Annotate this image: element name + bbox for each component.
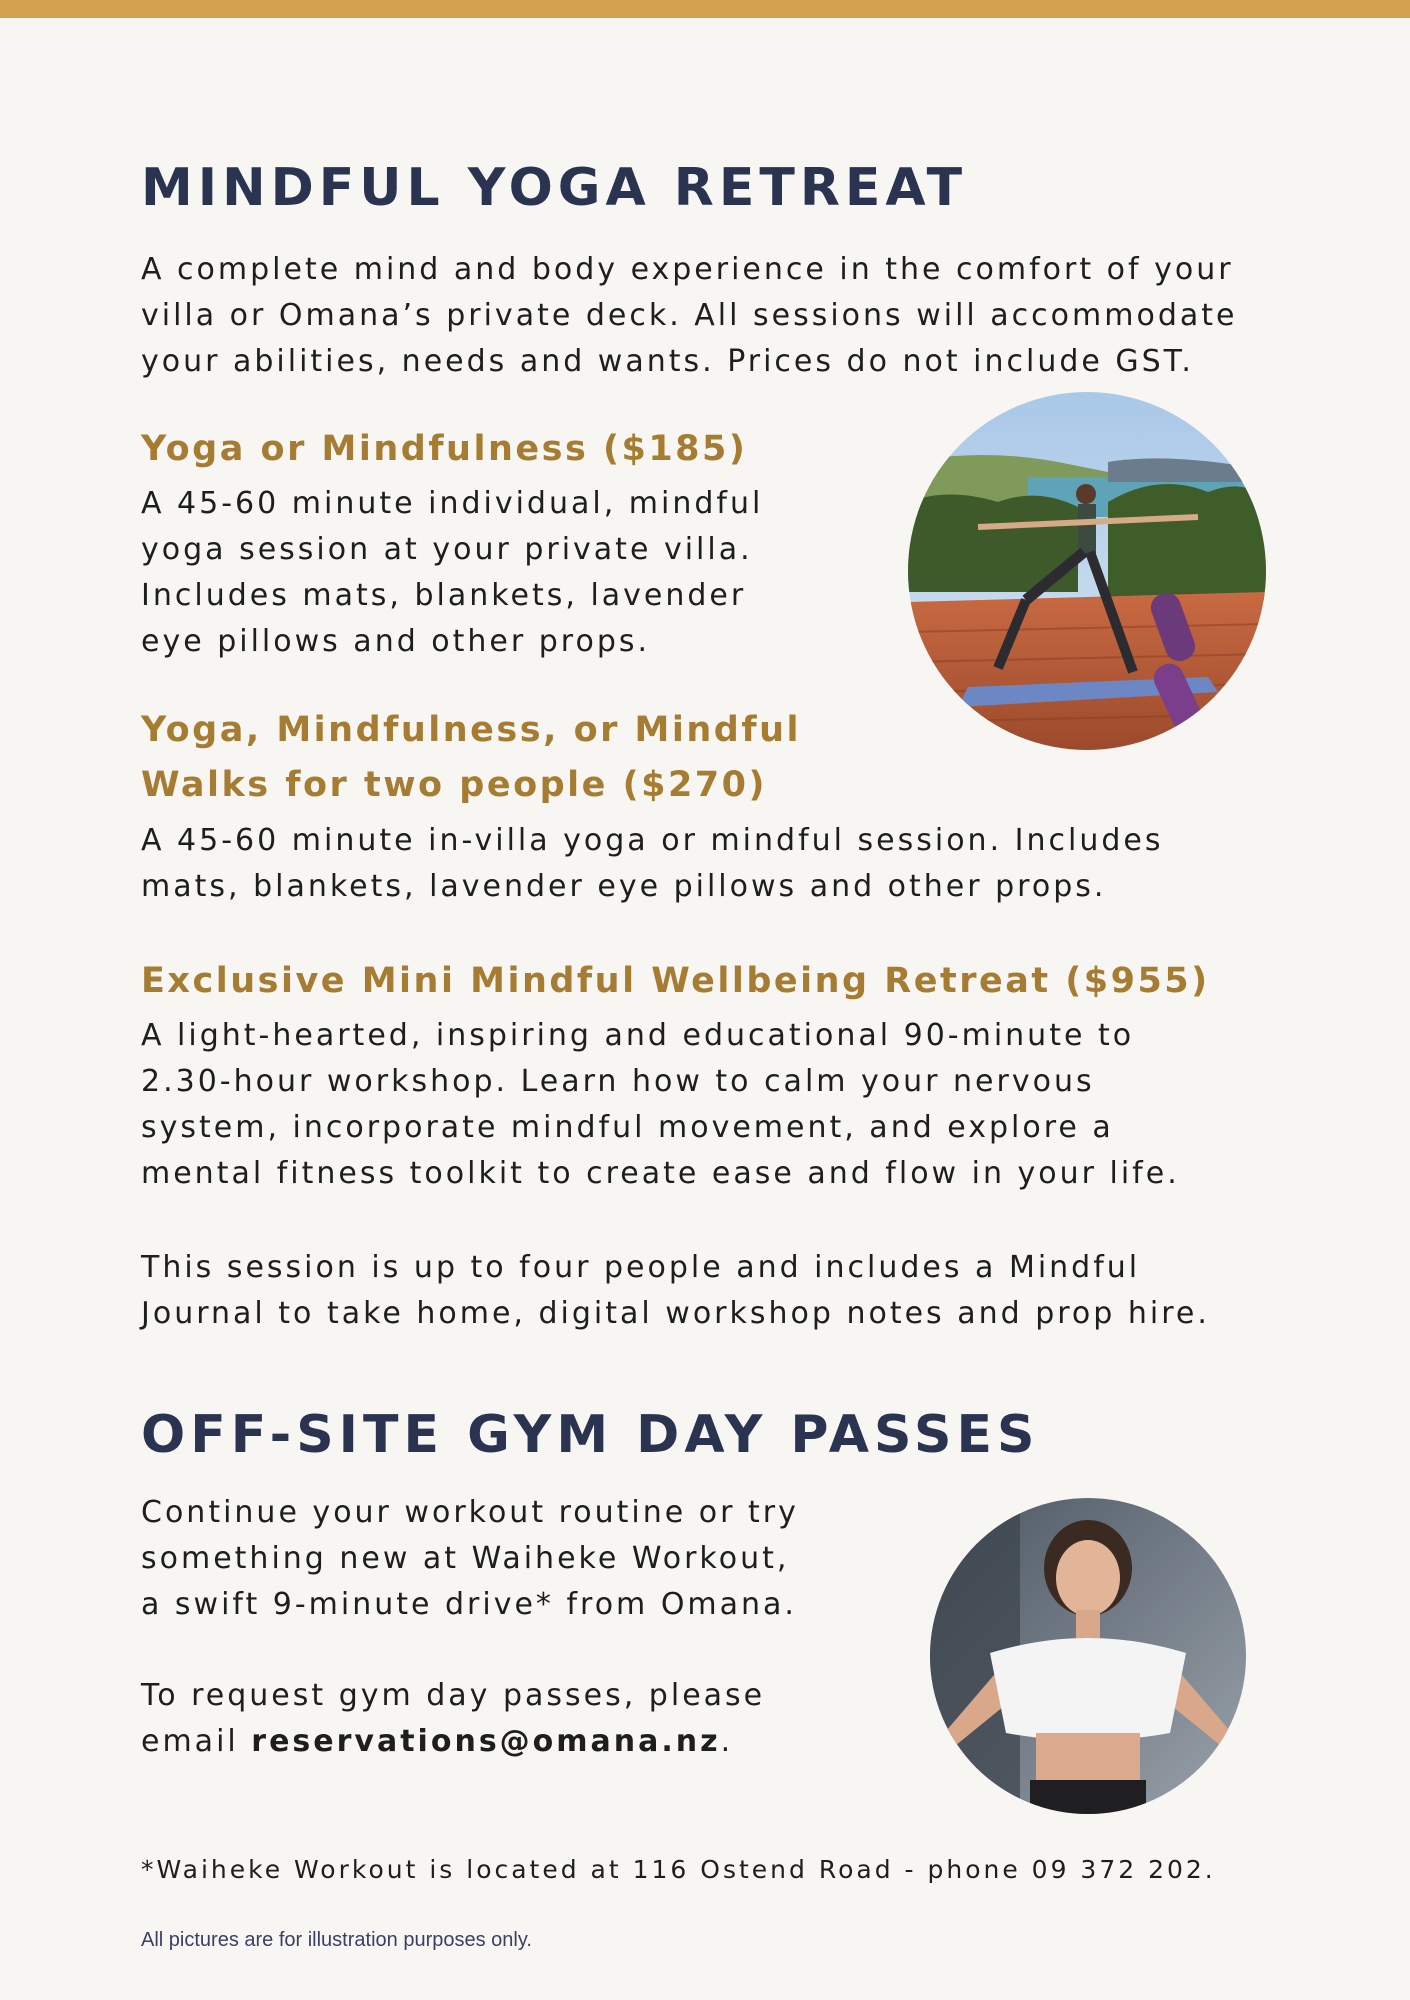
gym-body-line: Continue your workout routine or try	[141, 1495, 799, 1530]
option-body-line: A light-hearted, inspiring and educational 90-minute to	[141, 1018, 1135, 1053]
option-body-two-people	[141, 818, 1163, 910]
option-body-line: A 45-60 minute in-villa yoga or mindful session. Includes	[141, 823, 1164, 858]
top-accent-bar	[0, 0, 1410, 18]
option-body-individual	[141, 481, 763, 665]
option-body-mini-retreat-details	[141, 1245, 1210, 1337]
yoga-section-title: MINDFUL YOGA RETREAT	[141, 158, 968, 218]
option-body-mini-retreat	[141, 1013, 1180, 1197]
reservations-email-link[interactable]: reservations@omana.nz	[251, 1724, 721, 1759]
yoga-intro-line: A complete mind and body experience in the comfort of your	[141, 252, 1234, 287]
option-body-line: mats, blankets, lavender eye pillows and other props.	[141, 869, 1107, 904]
gym-request	[141, 1673, 765, 1765]
gym-request-suffix: .	[720, 1724, 734, 1759]
option-body-line: A 45-60 minute individual, mindful	[141, 486, 764, 521]
gym-body-line: something new at Waiheke Workout,	[141, 1541, 790, 1576]
gym-body	[141, 1490, 799, 1628]
option-body-line: eye pillows and other props.	[141, 624, 651, 659]
option-title-two-people	[141, 703, 801, 813]
gym-request-prefix: email	[141, 1724, 252, 1759]
option-body-line: This session is up to four people and includes a Mindful	[141, 1250, 1141, 1285]
option-body-line: Journal to take home, digital workshop notes and prop hire.	[141, 1296, 1210, 1331]
yoga-photo	[908, 392, 1266, 750]
option-body-line: Includes mats, blankets, lavender	[141, 578, 747, 613]
option-body-line: mental fitness toolkit to create ease and flow in your life.	[141, 1156, 1180, 1191]
gym-body-line: a swift 9-minute drive* from Omana.	[141, 1587, 797, 1622]
option-title-individual: Yoga or Mindfulness ($185)	[141, 429, 748, 469]
option-body-line: 2.30-hour workshop. Learn how to calm your nervous	[141, 1064, 1095, 1099]
option-title-line: Walks for two people ($270)	[141, 765, 767, 805]
yoga-intro-line: villa or Omana’s private deck. All sessions will accommodate	[141, 298, 1238, 333]
option-body-line: system, incorporate mindful movement, and explore a	[141, 1110, 1114, 1145]
yoga-intro	[141, 247, 1237, 385]
gym-request-line	[141, 1719, 765, 1765]
pictures-disclaimer: All pictures are for illustration purposes only.	[141, 1929, 532, 1951]
option-title-line: Yoga, Mindfulness, or Mindful	[141, 710, 801, 750]
gym-request-line: To request gym day passes, please	[141, 1678, 766, 1713]
gym-section-title: OFF-SITE GYM DAY PASSES	[141, 1405, 1040, 1465]
gym-photo	[930, 1498, 1246, 1814]
option-body-line: yoga session at your private villa.	[141, 532, 753, 567]
option-title-mini-retreat: Exclusive Mini Mindful Wellbeing Retreat ($955)	[141, 961, 1210, 1001]
gym-location-footnote: *Waiheke Workout is located at 116 Ostend Road - phone 09 372 202.	[141, 1855, 1216, 1884]
yoga-intro-line: your abilities, needs and wants. Prices do not include GST.	[141, 344, 1194, 379]
